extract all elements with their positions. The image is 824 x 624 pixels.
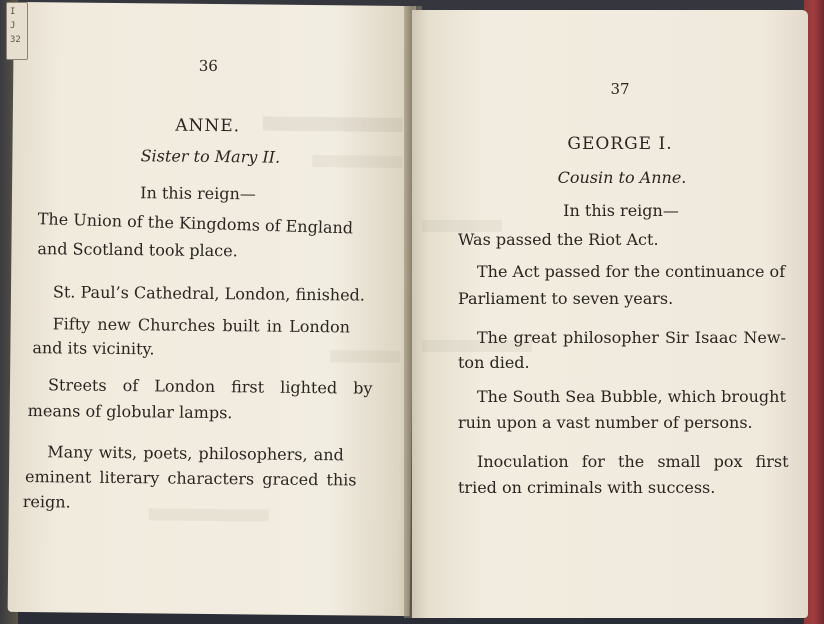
text-line: means of globular lamps.: [27, 401, 233, 423]
text-line: and its vicinity.: [32, 338, 155, 359]
spine-label-tab: [6, 2, 28, 60]
text-line: The Union of the Kingdoms of England: [37, 209, 354, 238]
page-number: 36: [198, 56, 218, 76]
spine-tab-line: I: [10, 7, 16, 17]
text-line: Many wits, poets, philosophers, and: [47, 442, 344, 465]
page-subtitle: Cousin to Anne.: [557, 168, 687, 187]
text-line: reign.: [22, 492, 71, 512]
text-line: Inoculation for the small pox first: [477, 452, 789, 471]
right-page: [412, 10, 808, 618]
text-line: Fifty new Churches built in London: [52, 314, 351, 337]
text-line: Streets of London first lighted by: [47, 375, 373, 398]
spine-tab-line: 32: [10, 35, 21, 45]
page-number: 37: [610, 80, 630, 98]
reign-intro: In this reign—: [140, 183, 256, 204]
text-line: ton died.: [458, 353, 530, 372]
page-title: GEORGE I.: [567, 134, 673, 154]
text-line: Was passed the Riot Act.: [458, 230, 659, 249]
text-line: eminent literary characters graced this: [24, 467, 357, 490]
reign-intro: In this reign—: [563, 201, 679, 220]
text-line: St. Paul’s Cathedral, London, finished.: [52, 282, 366, 305]
text-line: The Act passed for the continuance of: [477, 262, 786, 281]
page-title: ANNE.: [175, 115, 241, 137]
text-line: and Scotland took place.: [37, 239, 238, 261]
text-line: The great philosopher Sir Isaac New-: [477, 328, 786, 347]
spine-tab-line: J: [10, 21, 16, 31]
text-line: Parliament to seven years.: [458, 289, 674, 308]
page-subtitle: Sister to Mary II.: [140, 146, 281, 167]
left-page: [8, 2, 416, 616]
text-line: The South Sea Bubble, which brought: [477, 387, 786, 406]
text-line: ruin upon a vast number of persons.: [458, 413, 753, 432]
text-line: tried on criminals with success.: [458, 478, 716, 497]
